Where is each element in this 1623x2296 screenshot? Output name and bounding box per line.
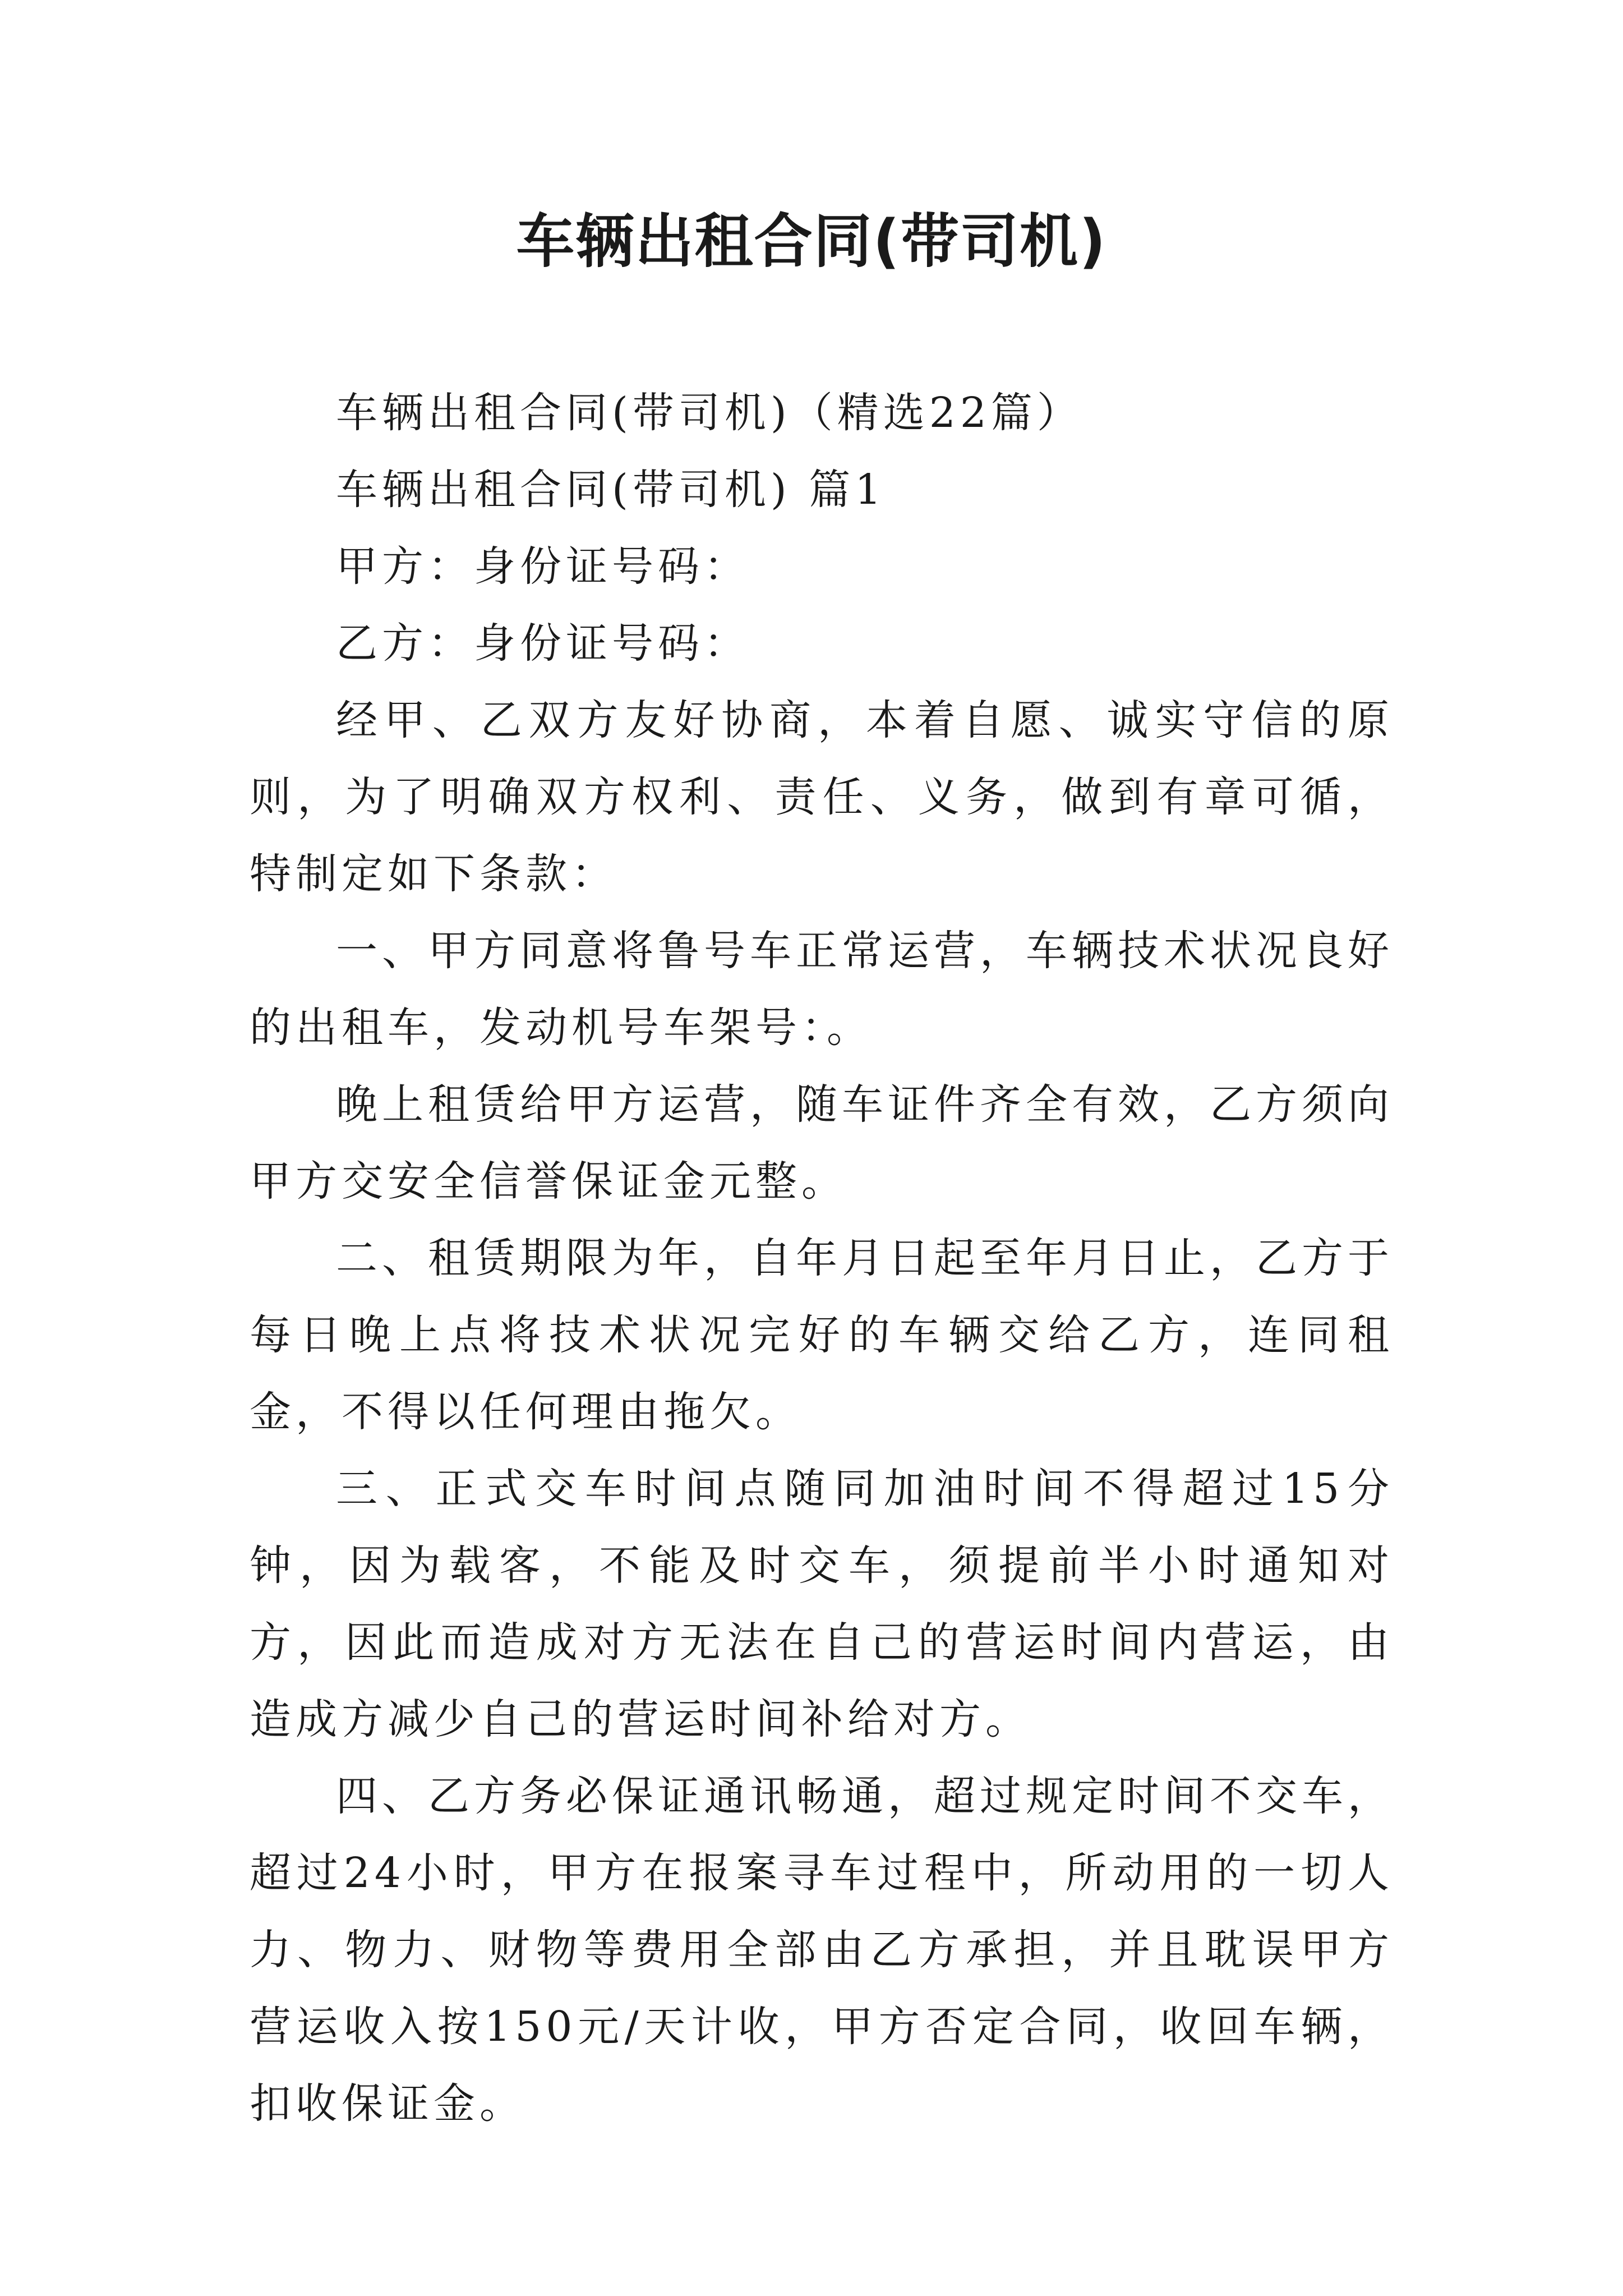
document-title: 车辆出租合同(带司机) [516, 207, 1107, 275]
paragraph-clause-2: 二、租赁期限为年，自年月日起至年月日止，乙方于每日晚上点将技术状况完好的车辆交给乙方，连同租金，不得以任何理由拖欠。 [250, 1234, 1394, 1436]
paragraph-party-a: 甲方：身份证号码： [336, 542, 750, 591]
paragraph-collection-heading: 车辆出租合同(带司机)（精选22篇） [336, 389, 1083, 437]
paragraph-clause-1: 一、甲方同意将鲁号车正常运营，车辆技术状况良好的出租车，发动机号车架号：。 [250, 927, 1394, 1052]
document-body [250, 375, 1394, 2142]
paragraph-clause-4: 四、乙方务必保证通讯畅通，超过规定时间不交车，超过24小时，甲方在报案寻车过程中，所动用的一切人力、物力、财物等费用全部由乙方承担，并且耽误甲方营运收入按150元/天计收，甲方否定合同，收回车辆，扣收保证金。 [250, 1772, 1394, 2128]
paragraph-clause-3: 三、正式交车时间点随同加油时间不得超过15分钟，因为载客，不能及时交车，须提前半小时通知对方，因此而造成对方无法在自己的营运时间内营运，由造成方减少自己的营运时间补给对方。 [250, 1465, 1394, 1743]
paragraph-preamble: 经甲、乙双方友好协商，本着自愿、诚实守信的原则，为了明确双方权利、责任、义务，做到有章可循，特制定如下条款： [250, 696, 1394, 898]
paragraph-article-heading: 车辆出租合同(带司机) 篇1 [336, 466, 886, 514]
paragraph-clause-1-cont: 晚上租赁给甲方运营，随车证件齐全有效，乙方须向甲方交安全信誉保证金元整。 [250, 1080, 1394, 1205]
paragraph-party-b: 乙方：身份证号码： [336, 619, 750, 668]
